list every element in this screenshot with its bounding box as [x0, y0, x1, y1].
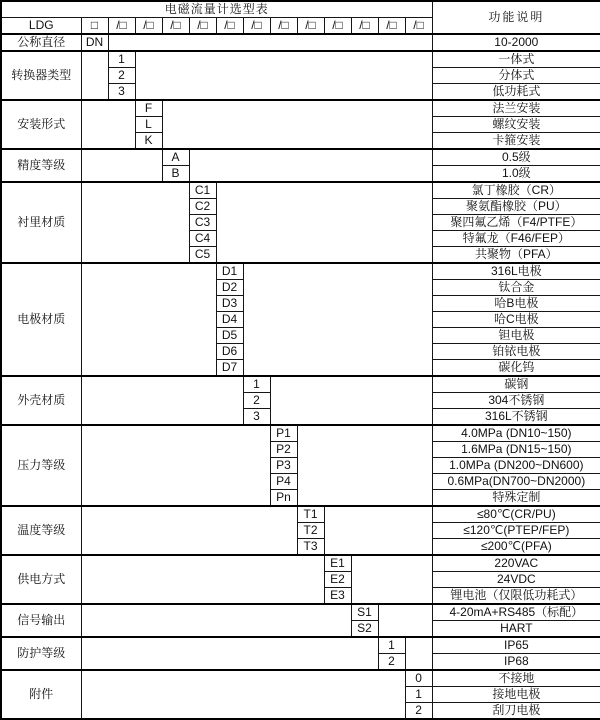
option-row	[1, 506, 600, 523]
option-code-cell: 1	[243, 376, 270, 393]
function-desc-cell: 钽电极	[432, 328, 600, 344]
category-cell: 压力等级	[1, 425, 81, 506]
option-code-cell: E2	[324, 572, 351, 588]
option-code-cell: D2	[216, 280, 243, 296]
option-row	[1, 637, 600, 654]
function-desc-cell: 哈B电极	[432, 296, 600, 312]
left-filler-cell	[81, 51, 108, 100]
option-row	[1, 182, 600, 199]
function-desc-cell: ≤200℃(PFA)	[432, 539, 600, 556]
function-desc-cell: 4-20mA+RS485（标配）	[432, 604, 600, 621]
category-cell: 温度等级	[1, 506, 81, 555]
category-cell: 附件	[1, 670, 81, 719]
option-code-cell: 1	[108, 51, 135, 68]
function-desc-cell: HART	[432, 621, 600, 638]
option-code-cell: P4	[270, 474, 297, 490]
option-code-cell: DN	[81, 34, 108, 51]
category-cell: 防护等级	[1, 637, 81, 670]
option-row	[1, 425, 600, 442]
function-desc-cell: 聚氨酯橡胶（PU）	[432, 199, 600, 215]
option-code-cell: L	[135, 117, 162, 133]
option-code-cell: 2	[108, 68, 135, 84]
code-slot-cell: /□	[351, 18, 378, 35]
function-desc-cell: 304不锈钢	[432, 393, 600, 409]
function-column-header: 功能说明	[432, 1, 600, 34]
option-code-cell: 2	[378, 654, 405, 671]
function-desc-cell: 316L电极	[432, 263, 600, 280]
option-code-cell: P2	[270, 442, 297, 458]
function-desc-cell: 氯丁橡胶（CR）	[432, 182, 600, 199]
code-slot-cell: /□	[162, 18, 189, 35]
code-slot-cell: /□	[297, 18, 324, 35]
option-row	[1, 376, 600, 393]
function-desc-cell: 法兰安装	[432, 100, 600, 117]
option-code-cell: T1	[297, 506, 324, 523]
right-filler-cell	[189, 149, 432, 182]
left-filler-cell	[81, 149, 162, 182]
category-cell: 转换器类型	[1, 51, 81, 100]
option-code-cell: C1	[189, 182, 216, 199]
function-desc-cell: 不接地	[432, 670, 600, 687]
option-code-cell: C5	[189, 247, 216, 264]
right-filler-cell	[324, 506, 432, 555]
function-desc-cell: 24VDC	[432, 572, 600, 588]
option-code-cell: D6	[216, 344, 243, 360]
function-desc-cell: 哈C电极	[432, 312, 600, 328]
left-filler-cell	[81, 506, 297, 555]
option-code-cell: F	[135, 100, 162, 117]
option-code-cell: E3	[324, 588, 351, 605]
function-desc-cell: 220VAC	[432, 555, 600, 572]
function-desc-cell: 聚四氟乙烯（F4/PTFE）	[432, 215, 600, 231]
function-desc-cell: 1.0MPa (DN200~DN600)	[432, 458, 600, 474]
right-filler-cell	[216, 182, 432, 263]
option-code-cell: D3	[216, 296, 243, 312]
right-filler-cell	[243, 263, 432, 376]
option-code-cell: 1	[405, 687, 432, 703]
function-desc-cell: ≤120℃(PTEP/FEP)	[432, 523, 600, 539]
right-filler-cell	[270, 376, 432, 425]
right-filler-cell	[378, 604, 432, 637]
category-cell: 电极材质	[1, 263, 81, 376]
function-desc-cell: 钛合金	[432, 280, 600, 296]
category-cell: 安装形式	[1, 100, 81, 149]
option-code-cell: D7	[216, 360, 243, 377]
function-desc-cell: 1.0级	[432, 166, 600, 183]
function-desc-cell: 卡箍安装	[432, 133, 600, 150]
function-desc-cell: 0.5级	[432, 149, 600, 166]
function-desc-cell: 碳钢	[432, 376, 600, 393]
option-code-cell: T3	[297, 539, 324, 556]
left-filler-cell	[81, 182, 189, 263]
option-code-cell: 3	[108, 84, 135, 101]
option-code-cell: P3	[270, 458, 297, 474]
option-code-cell: 3	[243, 409, 270, 426]
option-code-cell: E1	[324, 555, 351, 572]
function-desc-cell: 1.6MPa (DN15~150)	[432, 442, 600, 458]
right-filler-cell	[135, 51, 432, 100]
function-desc-cell: IP68	[432, 654, 600, 671]
function-desc-cell: 316L不锈钢	[432, 409, 600, 426]
function-desc-cell: 一体式	[432, 51, 600, 68]
option-row	[1, 670, 600, 687]
category-cell: 外壳材质	[1, 376, 81, 425]
function-desc-cell: 接地电极	[432, 687, 600, 703]
left-filler-cell	[81, 100, 135, 149]
option-code-cell: 2	[405, 703, 432, 720]
option-code-cell: D5	[216, 328, 243, 344]
option-code-cell: K	[135, 133, 162, 150]
option-code-cell: C4	[189, 231, 216, 247]
left-filler-cell	[81, 263, 216, 376]
function-desc-cell: IP65	[432, 637, 600, 654]
option-code-cell: P1	[270, 425, 297, 442]
left-filler-cell	[81, 637, 378, 670]
left-filler-cell	[81, 425, 270, 506]
function-desc-cell: 特殊定制	[432, 490, 600, 507]
option-row	[1, 555, 600, 572]
function-desc-cell: 碳化钨	[432, 360, 600, 377]
option-code-cell: C2	[189, 199, 216, 215]
right-filler-cell	[297, 425, 432, 506]
function-desc-cell: 刮刀电极	[432, 703, 600, 720]
option-row	[1, 100, 600, 117]
model-prefix-cell: LDG	[1, 18, 81, 35]
category-cell: 公称直径	[1, 34, 81, 51]
right-filler-cell	[351, 555, 432, 604]
code-slot-cell: /□	[108, 18, 135, 35]
option-code-cell: 2	[243, 393, 270, 409]
option-row	[1, 51, 600, 68]
function-desc-cell: 4.0MPa (DN10~150)	[432, 425, 600, 442]
option-row	[1, 34, 600, 51]
title-row	[1, 1, 600, 18]
right-filler-cell	[162, 100, 432, 149]
option-code-cell: C3	[189, 215, 216, 231]
function-desc-cell: 铂铱电极	[432, 344, 600, 360]
left-filler-cell	[81, 670, 405, 719]
function-desc-cell: 特氟龙（F46/FEP）	[432, 231, 600, 247]
option-code-cell: D1	[216, 263, 243, 280]
function-desc-cell: 共聚物（PFA）	[432, 247, 600, 264]
option-row	[1, 604, 600, 621]
left-filler-cell	[81, 555, 324, 604]
right-filler-cell	[405, 637, 432, 670]
option-code-cell: S2	[351, 621, 378, 638]
function-desc-cell: 10-2000	[432, 34, 600, 51]
left-filler-cell	[81, 604, 351, 637]
function-desc-cell: 分体式	[432, 68, 600, 84]
option-code-cell: T2	[297, 523, 324, 539]
code-slot-cell: /□	[270, 18, 297, 35]
category-cell: 衬里材质	[1, 182, 81, 263]
code-slot-cell: /□	[378, 18, 405, 35]
function-desc-cell: 低功耗式	[432, 84, 600, 101]
category-cell: 供电方式	[1, 555, 81, 604]
option-code-cell: A	[162, 149, 189, 166]
option-code-cell: Pn	[270, 490, 297, 507]
function-desc-cell: 锂电池（仅限低功耗式）	[432, 588, 600, 605]
option-row	[1, 149, 600, 166]
code-slot-cell: /□	[135, 18, 162, 35]
code-slot-cell: /□	[405, 18, 432, 35]
function-desc-cell: 螺纹安装	[432, 117, 600, 133]
option-code-cell: D4	[216, 312, 243, 328]
option-code-cell: 1	[378, 637, 405, 654]
option-code-cell: B	[162, 166, 189, 183]
code-box-cell: □	[81, 18, 108, 35]
function-desc-cell: ≤80℃(CR/PU)	[432, 506, 600, 523]
category-cell: 信号输出	[1, 604, 81, 637]
code-slot-cell: /□	[243, 18, 270, 35]
function-desc-cell: 0.6MPa(DN700~DN2000)	[432, 474, 600, 490]
table-title: 电磁流量计选型表	[1, 1, 432, 18]
option-row	[1, 263, 600, 280]
category-cell: 精度等级	[1, 149, 81, 182]
left-filler-cell	[81, 376, 243, 425]
option-code-cell: S1	[351, 604, 378, 621]
code-slot-cell: /□	[324, 18, 351, 35]
code-slot-cell: /□	[216, 18, 243, 35]
code-slot-cell: /□	[189, 18, 216, 35]
right-filler-cell	[108, 34, 432, 51]
option-code-cell: 0	[405, 670, 432, 687]
